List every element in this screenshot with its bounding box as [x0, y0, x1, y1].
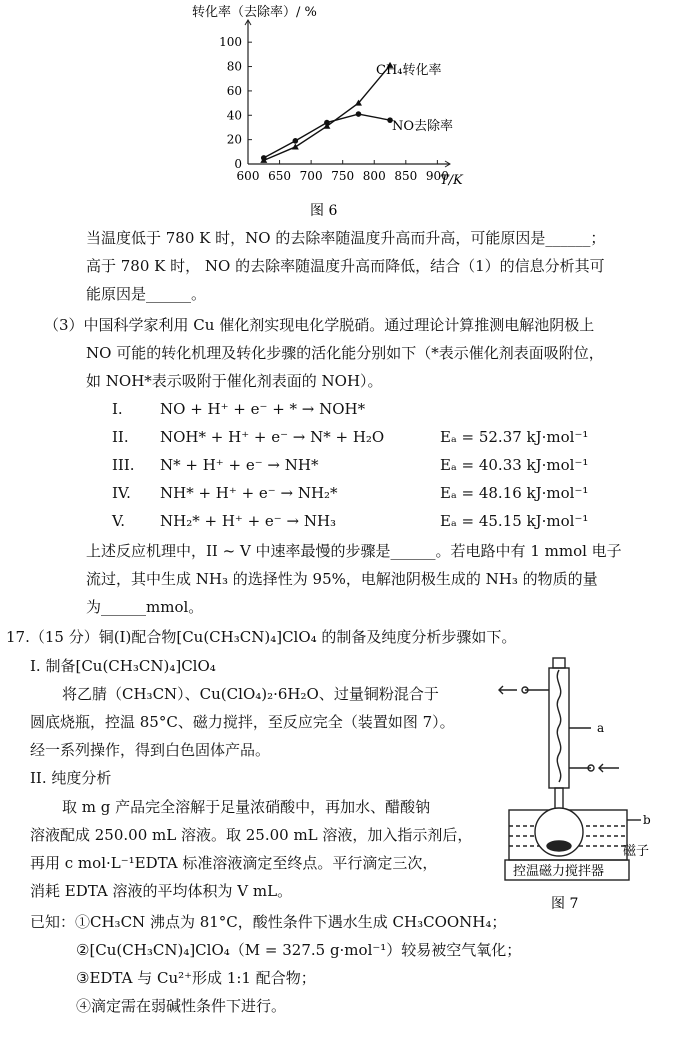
paragraph-line-1: 当温度低于 780 K 时，NO 的去除率随温度升高而升高，可能原因是______； [86, 229, 606, 247]
step-number: II. [112, 428, 129, 446]
known-line-4: ④滴定需在弱碱性条件下进行。 [76, 997, 287, 1015]
flask-bath-icon [509, 808, 641, 860]
section-1-line-1: 将乙腈（CH₃CN）、Cu(ClO₄)₂·6H₂O、过量铜粉混合于 [62, 685, 439, 703]
label-a: a [597, 721, 605, 735]
step-equation: N* + H⁺ + e⁻ → NH* [160, 456, 319, 474]
data-point [292, 143, 299, 149]
section-1-line-2: 圆底烧瓶，控温 85°C、磁力搅拌，至反应完全（装置如图 7）。 [30, 713, 455, 731]
y-tick-label: 0 [234, 157, 242, 171]
y-tick-label: 60 [226, 83, 242, 98]
y-tick-labels [219, 35, 252, 171]
figure-6-chart [190, 2, 490, 222]
step-activation-energy: Eₐ = 48.16 kJ·mol⁻¹ [440, 484, 589, 502]
x-tick-label: 700 [299, 169, 323, 183]
question-3-line-5: 流过，其中生成 NH₃ 的选择性为 95%，电解池阴极生成的 NH₃ 的物质的量 [86, 570, 598, 588]
question-3-line-4: 上述反应机理中，II ~ V 中速率最慢的步骤是______。若电路中有 1 mmol 电子 [86, 542, 622, 560]
figure-7-apparatus [495, 650, 675, 920]
data-point [293, 138, 299, 144]
data-point [261, 155, 267, 161]
section-2-line-2: 溶液配成 250.00 mL 溶液。取 25.00 mL 溶液，加入指示剂后， [30, 826, 473, 844]
section-1-line-3: 经一系列操作，得到白色固体产品。 [30, 741, 271, 759]
label-b: b [643, 813, 651, 827]
section-2-line-3: 再用 c mol·L⁻¹EDTA 标准溶液滴定至终点。平行滴定三次， [30, 854, 438, 872]
question-3-line-2: NO 可能的转化机理及转化步骤的活化能分别如下（*表示催化剂表面吸附位， [86, 344, 604, 362]
series-line-0 [264, 65, 390, 160]
x-tick-label: 900 [425, 169, 449, 183]
condenser-icon [499, 658, 619, 814]
step-equation: NH₂* + H⁺ + e⁻ → NH₃ [160, 512, 337, 530]
label-device: 控温磁力搅拌器 [513, 864, 605, 879]
section-2-line-4: 消耗 EDTA 溶液的平均体积为 V mL。 [30, 882, 293, 900]
section-2-line-1: 取 m g 产品完全溶解于足量浓硝酸中，再加水、醋酸钠 [62, 798, 431, 816]
step-number: I. [112, 400, 123, 418]
y-tick-label: 40 [226, 108, 242, 123]
step-activation-energy: Eₐ = 52.37 kJ·mol⁻¹ [440, 428, 589, 446]
y-axis-label: 转化率（去除率）/ % [192, 5, 317, 20]
y-tick-label: 80 [226, 59, 242, 74]
legend-ch4: CH₄转化率 [376, 63, 442, 78]
x-tick-label: 650 [268, 169, 292, 183]
figure-7-caption: 图 7 [551, 896, 579, 912]
known-line-1: 已知：①CH₃CN 沸点为 81°C，酸性条件下遇水生成 CH₃COONH₄； [30, 913, 507, 931]
y-tick-label: 20 [226, 132, 242, 147]
series-lines [260, 62, 393, 163]
question-17-title: 17.（15 分）铜(I)配合物[Cu(CH₃CN)₄]ClO₄ 的制备及纯度分析步骤如下。 [6, 628, 517, 646]
legend-no: NO去除率 [392, 119, 454, 134]
paragraph-line-3: 能原因是______。 [86, 285, 207, 303]
step-number: IV. [112, 484, 131, 502]
x-tick-label: 600 [236, 169, 260, 183]
x-tick-label: 750 [331, 169, 355, 183]
step-activation-energy: Eₐ = 45.15 kJ·mol⁻¹ [440, 512, 589, 530]
chart-axes [245, 20, 450, 167]
y-tick-label: 100 [219, 35, 242, 50]
step-equation: NO + H⁺ + e⁻ + * → NOH* [160, 400, 366, 418]
step-number: III. [112, 456, 135, 474]
question-3-line-3: 如 NOH*表示吸附于催化剂表面的 NOH）。 [86, 372, 383, 390]
step-activation-energy: Eₐ = 40.33 kJ·mol⁻¹ [440, 456, 589, 474]
label-magnet: 磁子 [623, 844, 650, 859]
step-equation: NOH* + H⁺ + e⁻ → N* + H₂O [160, 428, 385, 446]
data-point [324, 120, 330, 126]
known-line-2: ②[Cu(CH₃CN)₄]ClO₄（M = 327.5 g·mol⁻¹）较易被空气氧化； [76, 941, 522, 959]
x-tick-label: 850 [394, 169, 418, 183]
step-number: V. [112, 512, 125, 530]
question-3-line-1: （3）中国科学家利用 Cu 催化剂实现电化学脱硝。通过理论计算推测电解池阴极上 [44, 316, 595, 334]
section-1-heading: I. 制备[Cu(CH₃CN)₄]ClO₄ [30, 657, 216, 675]
step-equation: NH* + H⁺ + e⁻ → NH₂* [160, 484, 338, 502]
x-axis-label: T/K [440, 173, 463, 188]
question-3-line-6: 为______mmol。 [86, 598, 204, 616]
data-point [356, 111, 362, 117]
section-2-heading: II. 纯度分析 [30, 769, 112, 787]
known-line-3: ③EDTA 与 Cu²⁺形成 1:1 配合物； [76, 969, 316, 987]
figure-6-caption: 图 6 [310, 203, 338, 219]
paragraph-line-2: 高于 780 K 时， NO 的去除率随温度升高而降低，结合（1）的信息分析其可 [86, 257, 605, 275]
x-tick-label: 800 [362, 169, 386, 183]
